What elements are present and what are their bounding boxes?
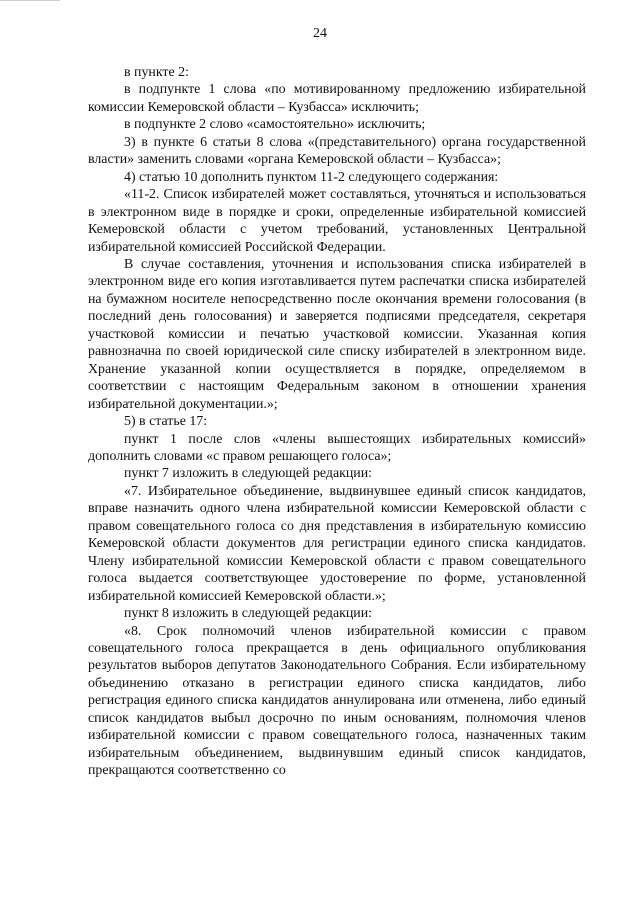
paragraph-item-2-intro: в пункте 2:: [124, 65, 189, 80]
paragraph-subitem-1-amendment: в подпункте 1 слова «по мотивированному предложению избирательной комиссии Кемеровской области – Кузбасса» исключить;: [88, 82, 586, 115]
paragraph-clause-8-text: «8. Срок полномочий членов избирательной комиссии с правом совещательного голоса прекращается в день официального опубликования результатов выборов депутатов Законодательного Собрания. Если избирательному объединению отказано в регистрации единого списка кандидатов, либо регистрация единого списка кандидатов аннулирована или отменена, либо единый список кандидатов выбыл досрочно по иным основаниям, полномочия членов избирательной комиссии с правом совещательного голоса, назначенных таким избирательным объединением, выдвинувшим единый список кандидатов, прекращаются соответственно со: [88, 623, 586, 779]
paragraph-subitem-2-amendment: в подпункте 2 слово «самостоятельно» исключить;: [124, 117, 426, 133]
paragraph-clause-7-text: «7. Избирательное объединение, выдвинувшее единый список кандидатов, вправе назначить одного члена избирательной комиссии Кемеровской области с правом совещательного голоса со дня представления в избирательную комиссию Кемеровской области документов для регистрации единого списка кандидатов. Члену избирательной комиссии Кемеровской области с правом совещательного голоса выдается соответствующее удостоверение по форме, установленной избирательной комиссией Кемеровской области.»;: [88, 483, 586, 604]
paragraph-clause-11-2: «11-2. Список избирателей может составляться, уточняться и использоваться в электронном виде в порядке и сроки, определенные избирательной комиссией Кемеровской области с учетом требований, установленных Центральной избирательной комиссией Российской Федерации.: [88, 187, 586, 255]
paragraph-article-17-intro: 5) в статье 17:: [124, 414, 208, 430]
paragraph-clause-1-amendment: пункт 1 после слов «члены вышестоящих избирательных комиссий» дополнить словами «с правом решающего голоса»;: [88, 431, 586, 464]
paragraph-article-8-amendment: 3) в пункте 6 статьи 8 слова «(представительного) органа государственной власти» заменить словами «органа Кемеровской области – Кузбасса»;: [88, 134, 586, 168]
paragraph-clause-8-intro: пункт 8 изложить в следующей редакции:: [124, 606, 373, 622]
paragraph-voter-list-copy: В случае составления, уточнения и использования списка избирателей в электронном виде его копия изготавливается путем распечатки списка избирателей на бумажном носителе непосредственно после окончания времени голосования (в последний день голосования) и заверяется подписями председателя, секретаря участковой комиссии и печатью участковой комиссии. Указанная копия равнозначна по своей юридической силе списку избирателей в электронном виде. Хранение указанной копии осуществляется в порядке, определяемом в соответствии с настоящим Федеральным законом в отношении хранения избирательной документации.»;: [88, 256, 586, 412]
document-body: [88, 64, 586, 780]
scan-edge-mark: [0, 0, 60, 5]
paragraph-clause-7-intro: пункт 7 изложить в следующей редакции:: [124, 466, 373, 482]
page-number: 24: [313, 26, 327, 41]
paragraph-article-10-amendment: 4) статью 10 дополнить пунктом 11-2 следующего содержания:: [124, 169, 499, 185]
